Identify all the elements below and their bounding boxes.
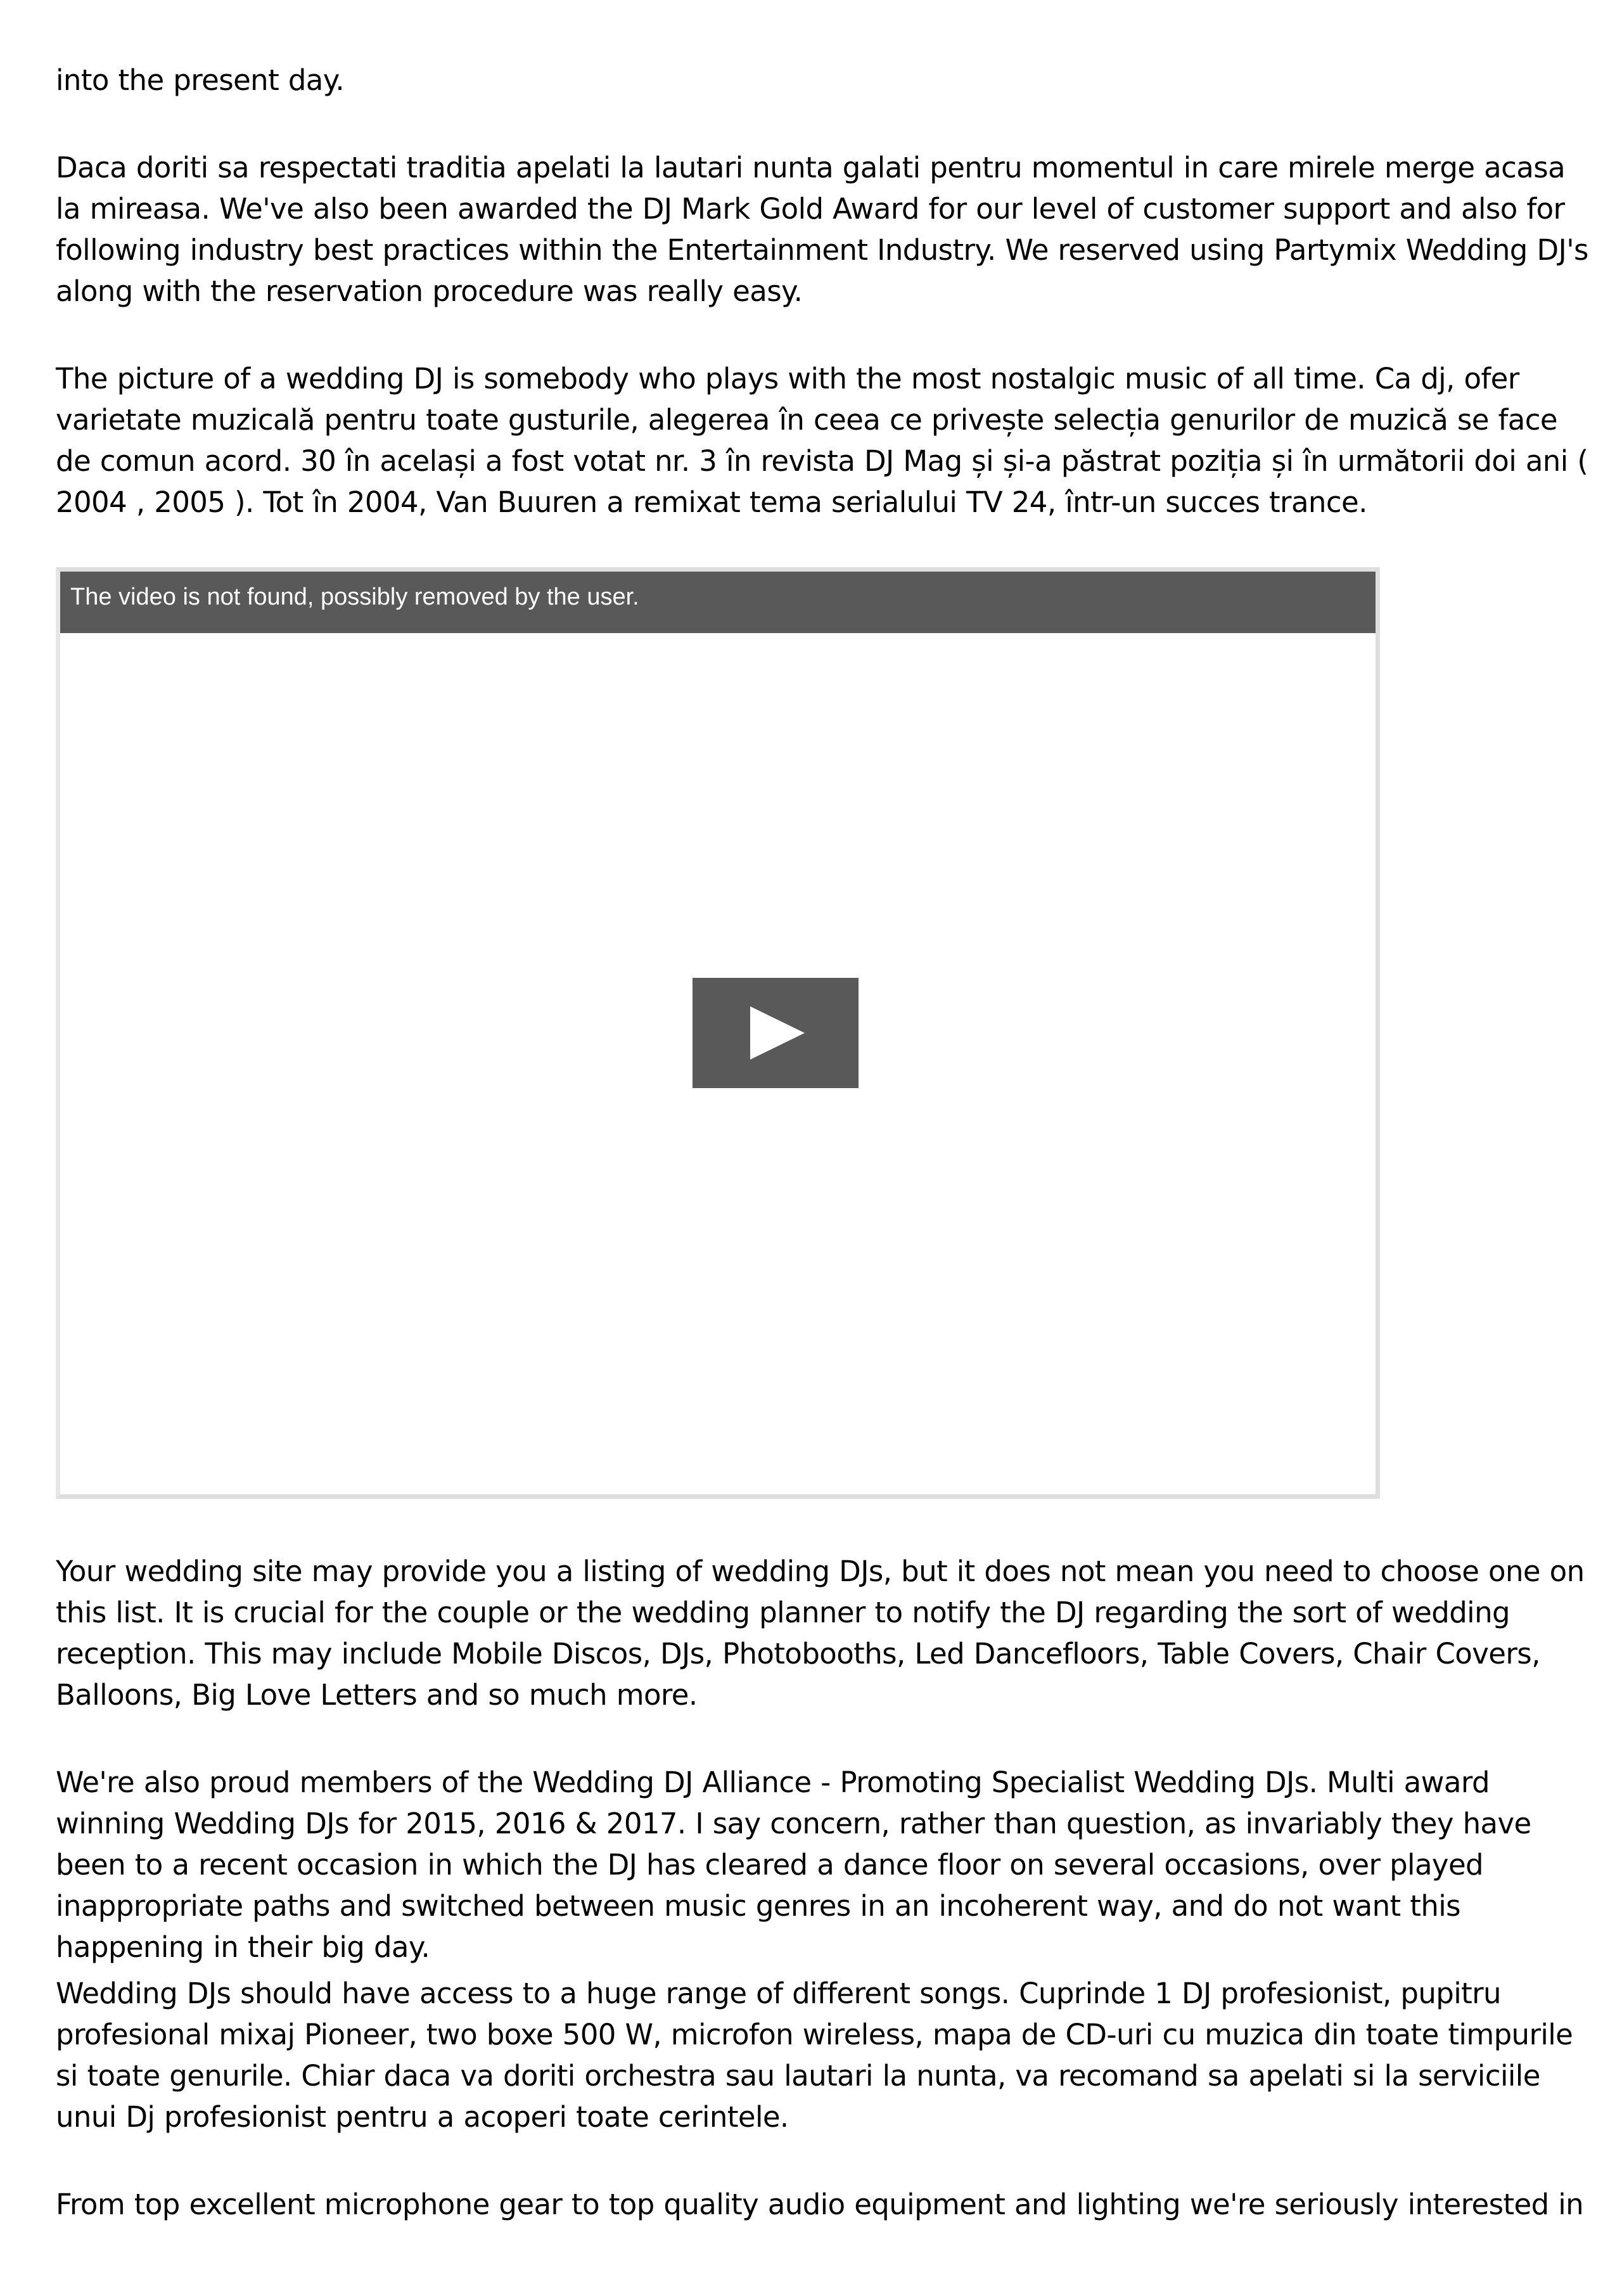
paragraph-songs-range: Wedding DJs should have access to a huge range of different songs. Cuprinde 1 DJ profesionist, pupitru profesional mixaj Pioneer, two boxe 500 W, microfon wireless, mapa de CD-uri cu muzica din toate timpurile si toate genurile. Chiar daca va doriti orchestra sau lautari la nunta, va recomand sa apelati si la serviciile unui Dj profesionist pentru a acoperi toate cerintele. (56, 1977, 1573, 2134)
paragraph-nostalgic-music: The picture of a wedding DJ is somebody who plays with the most nostalgic music of all time. Ca dj, ofer varietate muzicală pentru toate gusturile, alegerea în ceea ce privește selecția genurilor de muzică se face de comun acord. 30 în același a fost votat nr. 3 în revista DJ Mag și și-a păstrat poziția și în următorii doi ani ( 2004 , 2005 ). Tot în 2004, Van Buuren a remixat tema serialului TV 24, într-un succes trance. (56, 362, 1588, 519)
video-error-message: The video is not found, possibly removed by the user. (70, 584, 639, 610)
paragraph-wedding-site: Your wedding site may provide you a listing of wedding DJs, but it does not mean you need to choose one on this list. It is crucial for the couple or the wedding planner to notify the DJ regarding the sort of wedding reception. This may include Mobile Discos, DJs, Photobooths, Led Dancefloors, Table Covers, Chair Covers, Balloons, Big Love Letters and so much more. (56, 1555, 1585, 1712)
paragraph-equipment: From top excellent microphone gear to top quality audio equipment and lighting we're seriously interested in (56, 2188, 1584, 2221)
play-button[interactable] (693, 978, 859, 1088)
paragraph-intro-tail: into the present day. (56, 63, 345, 97)
paragraph-dj-alliance: We're also proud members of the Wedding DJ Alliance - Promoting Specialist Wedding DJs. Multi award winning Wedding DJs for 2015, 2016 & 2017. I say concern, rather than question, as invariably they have been to a recent occasion in which the DJ has cleared a dance floor on several occasions, over played inappropriate paths and switched between music genres in an incoherent way, and do not want this happening in their big day. (56, 1766, 1531, 1964)
play-icon (693, 978, 859, 1088)
video-player[interactable] (56, 567, 1380, 1499)
paragraph-lautari: Daca doriti sa respectati traditia apelati la lautari nunta galati pentru momentul in care mirele merge acasa la mireasa. We've also been awarded the DJ Mark Gold Award for our level of customer support and also for following industry best practices within the Entertainment Industry. We reserved using Partymix Wedding DJ's along with the reservation procedure was really easy. (56, 151, 1588, 308)
video-error-bar (60, 572, 1376, 633)
